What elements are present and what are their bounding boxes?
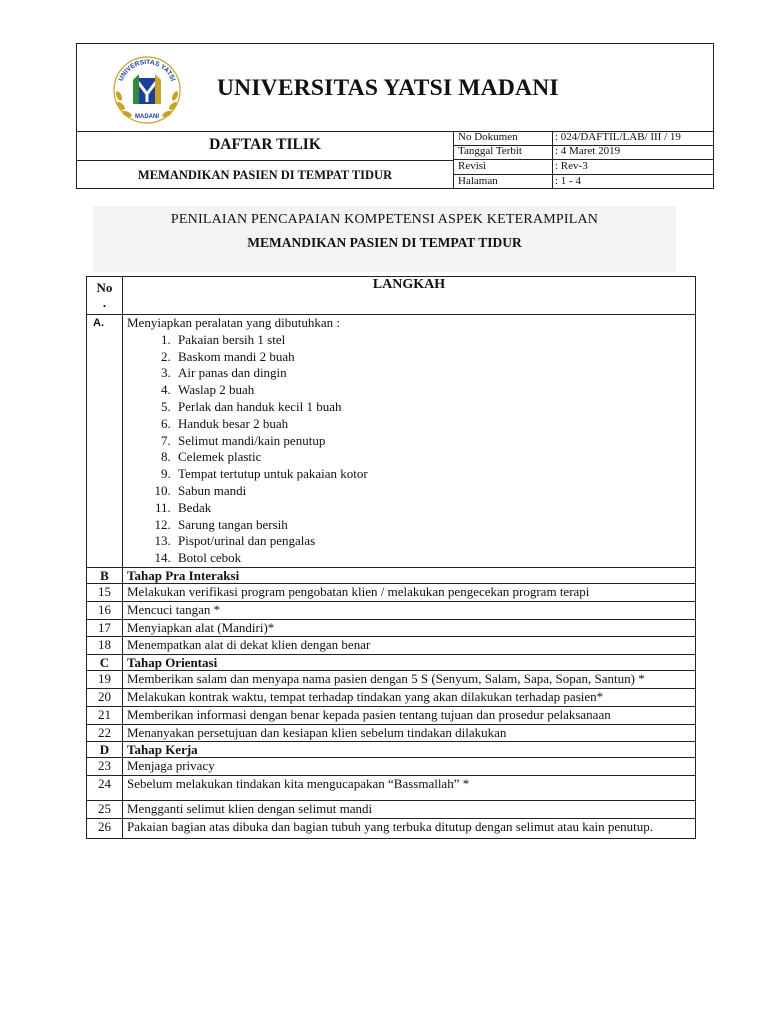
meta-label: Tanggal Terbit xyxy=(458,145,522,157)
table-row xyxy=(87,758,696,776)
row-text: Mencuci tangan * xyxy=(123,601,696,619)
meta-label: Halaman xyxy=(458,175,498,187)
table-row xyxy=(87,601,696,619)
row-text: Menempatkan alat di dekat klien dengan benar xyxy=(123,637,696,655)
table-row xyxy=(87,801,696,819)
list-item: 10. Sabun mandi xyxy=(174,483,691,500)
row-number: C xyxy=(87,655,123,671)
table-row xyxy=(87,619,696,637)
row-text: Mengganti selimut klien dengan selimut mandi xyxy=(123,801,696,819)
table-row xyxy=(87,818,696,838)
row-number: 24 xyxy=(87,776,123,801)
row-number: B xyxy=(87,567,123,583)
equipment-list xyxy=(127,332,691,567)
row-text: Melakukan verifikasi program pengobatan klien / melakukan pengecekan program terapi xyxy=(123,583,696,601)
list-item: 11. Bedak xyxy=(174,500,691,517)
document-title-box xyxy=(77,131,454,189)
list-item: 2. Baskom mandi 2 buah xyxy=(174,349,691,366)
list-item: 4. Waslap 2 buah xyxy=(174,382,691,399)
equipment-intro: Menyiapkan peralatan yang dibutuhkan : xyxy=(127,315,340,330)
list-item: 13. Pispot/urinal dan pengalas xyxy=(174,533,691,550)
list-item: 14. Botol cebok xyxy=(174,550,691,567)
university-logo xyxy=(109,50,185,126)
table-row-section-a xyxy=(87,315,696,568)
list-item: 12. Sarung tangan bersih xyxy=(174,517,691,534)
row-number: A. xyxy=(87,315,123,568)
meta-label: Revisi xyxy=(458,160,487,172)
document-type: DAFTAR TILIK xyxy=(77,131,453,161)
assessment-heading: PENILAIAN PENCAPAIAN KOMPETENSI ASPEK KETERAMPILAN xyxy=(170,212,599,227)
document-meta xyxy=(453,131,714,189)
section-title: Tahap Orientasi xyxy=(123,655,696,671)
meta-row-issue-date xyxy=(453,145,714,160)
assessment-banner xyxy=(93,206,676,272)
meta-row-revision xyxy=(453,160,714,175)
section-title: Tahap Kerja xyxy=(123,742,696,758)
list-item: 3. Air panas dan dingin xyxy=(174,365,691,382)
meta-row-page xyxy=(453,175,714,189)
row-text xyxy=(123,315,696,568)
table-row-section-c xyxy=(87,655,696,671)
row-text: Memberikan informasi dengan benar kepada pasien tentang tujuan dan prosedur pelaksanaan xyxy=(123,706,696,724)
meta-value: : 4 Maret 2019 xyxy=(555,145,621,157)
table-row xyxy=(87,706,696,724)
row-number: 25 xyxy=(87,801,123,819)
row-number: 21 xyxy=(87,706,123,724)
university-name: UNIVERSITAS YATSI MADANI xyxy=(217,75,559,101)
steps-table xyxy=(86,276,696,839)
table-row-section-d xyxy=(87,742,696,758)
row-number: 15 xyxy=(87,583,123,601)
row-number: 22 xyxy=(87,724,123,742)
list-item: 7. Selimut mandi/kain penutup xyxy=(174,433,691,450)
meta-row-doc-number xyxy=(453,131,714,146)
row-text: Menjaga privacy xyxy=(123,758,696,776)
section-title: Tahap Pra Interaksi xyxy=(123,567,696,583)
table-row-section-b xyxy=(87,567,696,583)
list-item: 5. Perlak dan handuk kecil 1 buah xyxy=(174,399,691,416)
meta-value: : Rev-3 xyxy=(555,160,588,172)
logo-text-bottom: MADANI xyxy=(135,114,159,120)
document-header xyxy=(76,43,714,189)
list-item: 1. Pakaian bersih 1 stel xyxy=(174,332,691,349)
row-number: 26 xyxy=(87,818,123,838)
table-row xyxy=(87,776,696,801)
row-number: 20 xyxy=(87,688,123,706)
row-number: D xyxy=(87,742,123,758)
table-row xyxy=(87,583,696,601)
meta-value: : 1 - 4 xyxy=(555,175,581,187)
table-header-row xyxy=(87,277,696,315)
row-text: Memberikan salam dan menyapa nama pasien dengan 5 S (Senyum, Salam, Sapa, Sopan, Santun) * xyxy=(123,671,696,689)
list-item: 8. Celemek plastic xyxy=(174,449,691,466)
assessment-title: MEMANDIKAN PASIEN DI TEMPAT TIDUR xyxy=(247,235,522,250)
table-row xyxy=(87,671,696,689)
row-text: Sebelum melakukan tindakan kita mengucapakan “Bassmallah” * xyxy=(123,776,696,801)
row-text: Menanyakan persetujuan dan kesiapan klien sebelum tindakan dilakukan xyxy=(123,724,696,742)
row-text: Pakaian bagian atas dibuka dan bagian tubuh yang terbuka ditutup dengan selimut atau kain penutup. xyxy=(123,818,696,838)
logo-text-top: UNIVERSITAS YATSI xyxy=(117,58,177,83)
column-header-step: LANGKAH xyxy=(123,277,696,315)
document-title: MEMANDIKAN PASIEN DI TEMPAT TIDUR xyxy=(137,168,393,182)
row-number: 18 xyxy=(87,637,123,655)
row-number: 16 xyxy=(87,601,123,619)
row-text: Menyiapkan alat (Mandiri)* xyxy=(123,619,696,637)
list-item: 9. Tempat tertutup untuk pakaian kotor xyxy=(174,466,691,483)
column-header-no: No . xyxy=(87,277,123,315)
meta-label: No Dokumen xyxy=(458,131,518,143)
list-item: 6. Handuk besar 2 buah xyxy=(174,416,691,433)
row-text: Melakukan kontrak waktu, tempat terhadap tindakan yang akan dilakukan terhadap pasien* xyxy=(123,688,696,706)
row-number: 19 xyxy=(87,671,123,689)
header-bottom xyxy=(77,131,713,189)
row-number: 23 xyxy=(87,758,123,776)
header-top xyxy=(77,44,713,132)
row-number: 17 xyxy=(87,619,123,637)
meta-value: : 024/DAFTIL/LAB/ III / 19 xyxy=(555,131,681,143)
table-row xyxy=(87,637,696,655)
table-row xyxy=(87,724,696,742)
table-row xyxy=(87,688,696,706)
